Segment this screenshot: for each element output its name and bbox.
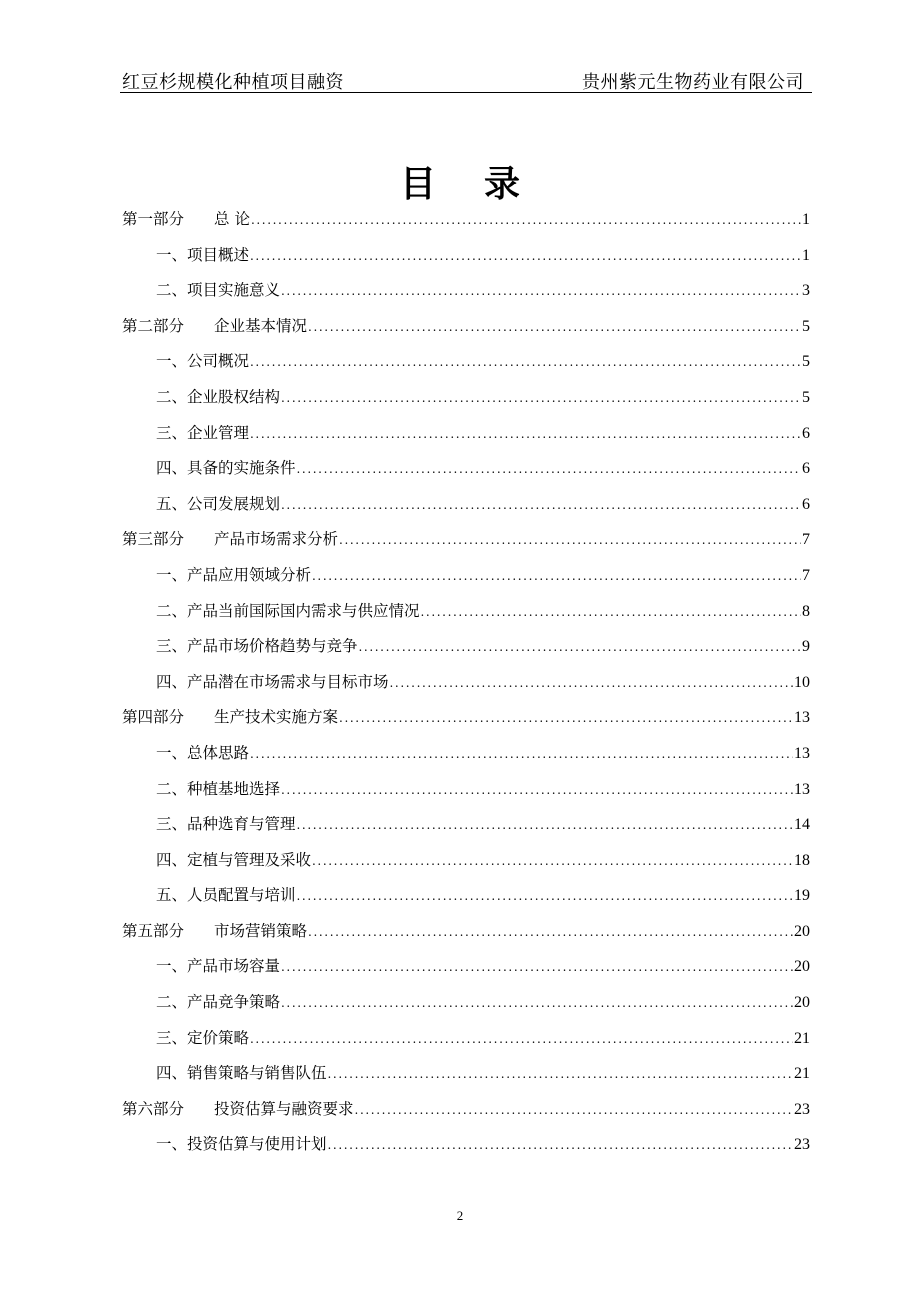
toc-part-entry[interactable] [122,202,810,238]
toc-entry-text: 二、项目实施意义 [156,281,281,300]
toc-page-number: 21 [794,1065,810,1083]
toc-entry-title [156,238,249,274]
toc-entry-title [122,700,338,736]
toc-entry-title [122,522,338,558]
toc-entry-title [156,949,280,985]
header-project-title: 红豆杉规模化种植项目融资 [122,72,344,93]
toc-leader-dots [281,488,801,524]
toc-entry-text: 二、企业股权结构 [156,387,281,406]
toc-page-number: 6 [802,495,810,513]
toc-entry-text: 一、产品市场容量 [156,957,281,976]
toc-leader-dots [281,773,793,809]
toc-section-entry[interactable] [122,380,810,416]
table-of-contents [122,202,810,1163]
toc-part-label: 第四部分 [122,708,185,727]
toc-entry-title [156,344,249,380]
toc-entry-title [156,273,280,309]
toc-entry-text: 总 论 [214,210,250,228]
toc-leader-dots [312,559,801,595]
toc-entry-title [156,843,311,879]
toc-entry-text: 三、定价策略 [156,1028,250,1047]
toc-entry-text: 二、种植基地选择 [156,779,281,798]
toc-entry-text: 五、公司发展规划 [156,494,281,513]
toc-entry-title [156,878,296,914]
toc-page-number: 8 [802,602,810,620]
toc-entry-text: 一、投资估算与使用计划 [156,1135,327,1154]
toc-entry-text: 一、公司概况 [156,352,250,371]
toc-section-entry[interactable] [122,807,810,843]
toc-leader-dots [339,701,793,737]
toc-leader-dots [312,844,793,880]
toc-part-entry[interactable] [122,1092,810,1128]
toc-leader-dots [390,666,793,702]
toc-page-number: 5 [802,317,810,335]
toc-entry-title [156,736,249,772]
toc-leader-dots [297,879,793,915]
toc-entry-text: 产品市场需求分析 [214,530,339,549]
toc-entry-text: 四、销售策略与销售队伍 [156,1064,327,1083]
toc-entry-text: 一、总体思路 [156,743,250,762]
toc-page-number: 14 [794,816,810,834]
toc-section-entry[interactable] [122,451,810,487]
toc-part-entry[interactable] [122,700,810,736]
toc-leader-dots [297,452,801,488]
toc-part-entry[interactable] [122,914,810,950]
toc-page-number: 19 [794,887,810,905]
toc-section-entry[interactable] [122,843,810,879]
toc-entry-text: 生产技术实施方案 [214,708,339,727]
toc-leader-dots [355,1093,793,1129]
toc-leader-dots [281,381,801,417]
page-number: 2 [456,1208,464,1223]
toc-leader-dots [421,595,801,631]
toc-leader-dots [250,239,801,275]
toc-entry-text: 五、人员配置与培训 [156,886,296,905]
toc-section-entry[interactable] [122,665,810,701]
toc-page-number: 10 [794,673,810,691]
toc-entry-title [156,629,358,665]
page-header [120,64,812,93]
toc-page-number: 20 [794,994,810,1012]
toc-section-entry[interactable] [122,558,810,594]
toc-entry-title [156,985,280,1021]
toc-leader-dots [250,417,801,453]
toc-entry-title [156,1056,327,1092]
toc-entry-title [156,380,280,416]
toc-leader-dots [250,1022,793,1058]
toc-part-entry[interactable] [122,522,810,558]
toc-page-number: 9 [802,638,810,656]
toc-page-number: 20 [794,922,810,940]
toc-leader-dots [308,310,801,346]
toc-page-number: 5 [802,353,810,371]
toc-leader-dots [328,1057,793,1093]
toc-page-number: 23 [794,1136,810,1154]
toc-part-label: 第一部分 [122,210,185,228]
toc-page-number: 6 [802,424,810,442]
toc-page-number: 23 [794,1100,810,1118]
toc-leader-dots [251,203,801,239]
toc-section-entry[interactable] [122,344,810,380]
toc-entry-text: 四、定植与管理及采收 [156,850,312,869]
toc-section-entry[interactable] [122,594,810,630]
toc-entry-text: 四、具备的实施条件 [156,459,296,478]
toc-part-label: 第五部分 [122,921,185,940]
toc-part-label: 第二部分 [122,316,185,335]
toc-section-entry[interactable] [122,1127,810,1163]
toc-entry-text: 四、产品潜在市场需求与目标市场 [156,672,389,691]
toc-section-entry[interactable] [122,273,810,309]
toc-entry-text: 市场营销策略 [214,921,308,940]
toc-section-entry[interactable] [122,238,810,274]
toc-entry-text: 一、项目概述 [156,245,250,264]
toc-entry-text: 二、产品当前国际国内需求与供应情况 [156,601,420,620]
toc-leader-dots [308,915,793,951]
toc-entry-title [122,1092,354,1128]
toc-page-number: 6 [802,460,810,478]
toc-entry-title [156,1021,249,1057]
toc-leader-dots [339,523,801,559]
toc-page-number: 13 [794,709,810,727]
toc-entry-text: 二、产品竞争策略 [156,993,281,1012]
toc-section-entry[interactable] [122,949,810,985]
toc-entry-title [156,665,389,701]
toc-page-number: 13 [794,744,810,762]
toc-page-number: 3 [802,282,810,300]
toc-part-label: 第六部分 [122,1099,185,1118]
toc-section-entry[interactable] [122,1021,810,1057]
toc-page-number: 7 [802,531,810,549]
toc-entry-text: 一、产品应用领域分析 [156,565,312,584]
toc-leader-dots [250,345,801,381]
toc-entry-title [122,914,307,950]
toc-section-entry[interactable] [122,985,810,1021]
toc-entry-title [156,451,296,487]
toc-entry-title [156,416,249,452]
toc-entry-title [156,594,420,630]
toc-leader-dots [328,1128,793,1164]
toc-page-number: 7 [802,566,810,584]
toc-leader-dots [281,986,793,1022]
toc-page-number: 20 [794,958,810,976]
toc-part-label: 第三部分 [122,530,185,549]
toc-section-entry[interactable] [122,736,810,772]
toc-section-entry[interactable] [122,416,810,452]
toc-page-number: 1 [802,246,810,264]
toc-entry-title [122,309,307,345]
toc-entry-text: 企业基本情况 [214,316,308,335]
toc-leader-dots [281,274,801,310]
toc-entry-text: 投资估算与融资要求 [214,1099,354,1118]
toc-section-entry[interactable] [122,772,810,808]
toc-entry-text: 三、产品市场价格趋势与竞争 [156,637,358,656]
toc-section-entry[interactable] [122,1056,810,1092]
toc-section-entry[interactable] [122,487,810,523]
toc-part-entry[interactable] [122,309,810,345]
toc-page-number: 5 [802,388,810,406]
toc-entry-text: 三、品种选育与管理 [156,815,296,834]
toc-title: 目录 [399,164,568,205]
toc-page-number: 18 [794,851,810,869]
toc-leader-dots [250,737,793,773]
toc-entry-title [156,558,311,594]
toc-entry-title [156,487,280,523]
toc-entry-title [156,807,296,843]
toc-leader-dots [297,808,793,844]
toc-section-entry[interactable] [122,878,810,914]
toc-page-number: 13 [794,780,810,798]
toc-entry-title [122,202,250,238]
toc-leader-dots [281,950,793,986]
header-company-name: 贵州紫元生物药业有限公司 [582,72,804,93]
toc-entry-title [156,772,280,808]
toc-section-entry[interactable] [122,629,810,665]
toc-page-number: 21 [794,1029,810,1047]
toc-page-number: 1 [802,211,810,228]
toc-entry-text: 三、企业管理 [156,423,250,442]
toc-entry-title [156,1127,327,1163]
toc-leader-dots [359,630,801,666]
